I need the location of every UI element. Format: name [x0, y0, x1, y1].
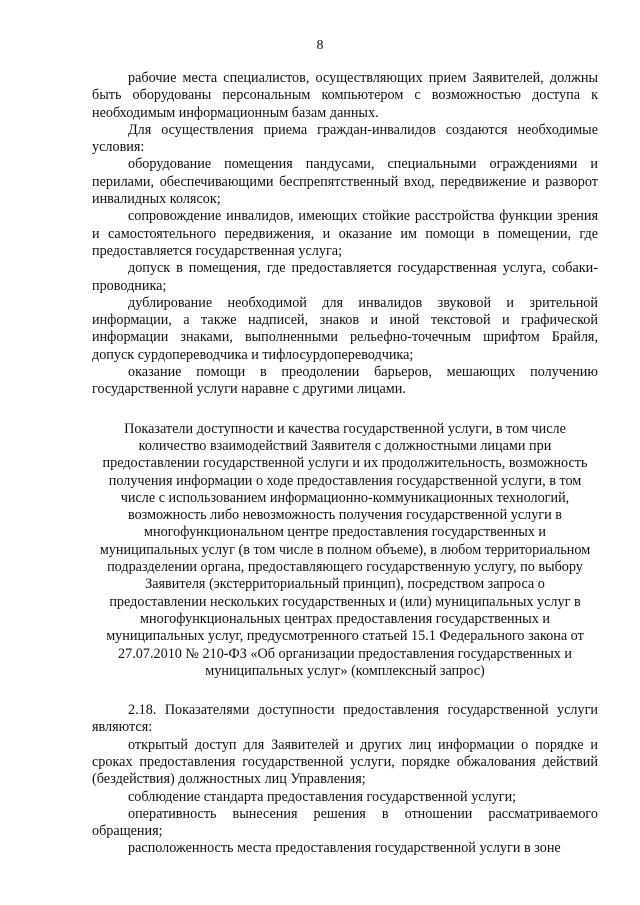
paragraph: оперативность вынесения решения в отношении рассматриваемого обращения;: [92, 805, 598, 840]
paragraph: соблюдение стандарта предоставления государственной услуги;: [128, 788, 517, 805]
paragraph: оказание помощи в преодолении барьеров, мешающих получению государственной услуги наравне с другими лицами.: [92, 364, 598, 398]
paragraph: допуск в помещения, где предоставляется государственная услуга, собаки-проводника;: [92, 260, 598, 294]
page-number: 8: [316, 38, 324, 53]
paragraph: дублирование необходимой для инвалидов звуковой и зрительной информации, а также надписей, знаков и иной текстовой и графической информации знаками, выполненными рельефно-точечным шрифтом Брайля, допуск сурдопереводчика и тифлосурдопереводчика;: [92, 294, 598, 363]
spacer: [92, 680, 598, 702]
paragraph: открытый доступ для Заявителей и других лиц информации о порядке и сроках предоставления государственной услуги, порядке обжалования действий (бездействия) должностных лиц Управления;: [92, 736, 598, 788]
paragraph: Для осуществления приема граждан-инвалидов создаются необходимые условия:: [92, 121, 598, 156]
paragraph: расположенность места предоставления государственной услуги в зоне: [128, 840, 561, 857]
paragraph: оборудование помещения пандусами, специальными ограждениями и перилами, обеспечивающими беспрепятственный вход, передвижение и разворот инвалидных колясок;: [92, 156, 598, 208]
paragraph: 2.18. Показателями доступности предоставления государственной услуги являются:: [92, 702, 598, 736]
document-body: [92, 70, 598, 858]
paragraph: рабочие места специалистов, осуществляющих прием Заявителей, должны быть оборудованы персональным компьютером с возможностью доступа к необходимым информационным базам данных.: [92, 70, 598, 121]
paragraph: сопровождение инвалидов, имеющих стойкие расстройства функции зрения и самостоятельного передвижения, и оказание им помощи в помещении, где предоставляется государственная услуга;: [92, 208, 598, 259]
section-heading: Показатели доступности и качества государственной услуги, в том числе количество взаимодействий Заявителя с должностными лицами при предоставлении государственной услуги и их продолжительность, возможность получения информации о ходе предоставления государственной услуги, в том числе с использованием информационно-коммуникационных технологий, возможность либо невозможность получения государственной услуги в многофункциональном центре предоставления государственных и муниципальных услуг (в том числе в полном объеме), в любом территориальном подразделении органа, предоставляющего государственную услугу, по выбору Заявителя (экстерриториальный принцип), посредством запроса о предоставлении нескольких государственных и (или) муниципальных услуг в многофункциональных центрах предоставления государственных и муниципальных услуг, предусмотренного статьей 15.1 Федерального закона от 27.07.2010 № 210-ФЗ «Об организации предоставления государственных и муниципальных услуг» (комплексный запрос): [99, 420, 591, 679]
